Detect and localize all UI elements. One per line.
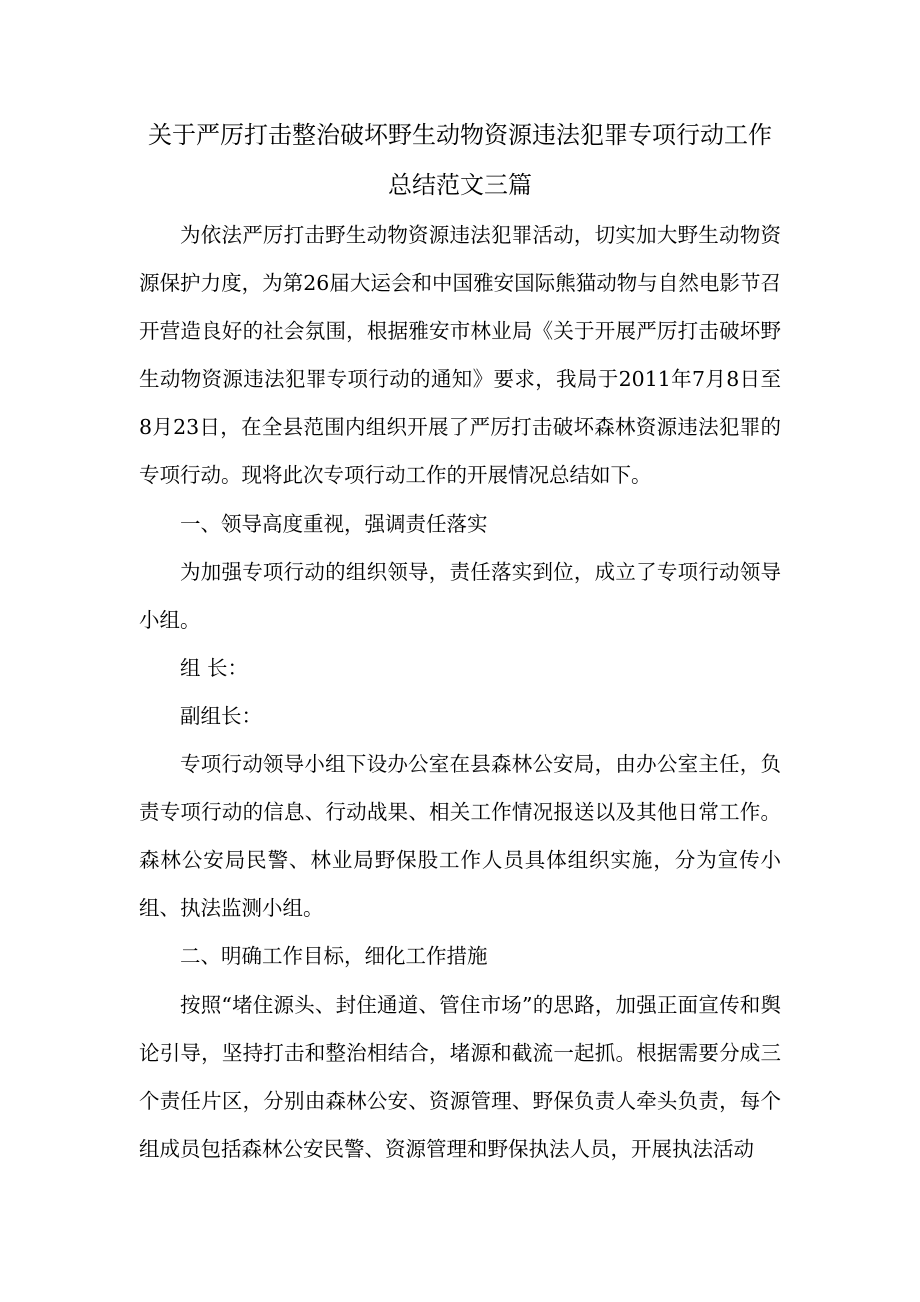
paragraph-intro: 为依法严厉打击野生动物资源违法犯罪活动，切实加大野生动物资源保护力度，为第26届大运会和中国雅安国际熊猫动物与自然电影节召开营造良好的社会氛围，根据雅安市林业局《关于开展严厉打击破坏野生动物资源违法犯罪专项行动的通知》要求，我局于2011年7月8日至8月23日，在全县范围内组织开展了严厉打击破坏森林资源违法犯罪的专项行动。现将此次专项行动工作的开展情况总结如下。 xyxy=(139,223,781,488)
document-title-line-2: 总结范文三篇 xyxy=(388,171,532,199)
section-heading-2: 二、明确工作目标，细化工作措施 xyxy=(180,944,488,969)
paragraph-office: 专项行动领导小组下设办公室在县森林公安局，由办公室主任，负责专项行动的信息、行动战果、相关工作情况报送以及其他日常工作。森林公安局民警、林业局野保股工作人员具体组织实施，分为宣传小组、执法监测小组。 xyxy=(139,752,781,921)
paragraph-deputy-leader: 副组长： xyxy=(180,703,262,728)
paragraph-leadership-group: 为加强专项行动的组织领导，责任落实到位，成立了专项行动领导小组。 xyxy=(139,559,781,632)
section-heading-1: 一、领导高度重视，强调责任落实 xyxy=(180,511,488,536)
paragraph-approach: 按照“堵住源头、封住通道、管住市场”的思路，加强正面宣传和舆论引导，坚持打击和整治相结合，堵源和截流一起抓。根据需要分成三个责任片区，分别由森林公安、资源管理、野保负责人牵头负责，每个组成员包括森林公安民警、资源管理和野保执法人员，开展执法活动 xyxy=(139,992,781,1161)
document-body xyxy=(139,211,781,1173)
document-title-line-1: 关于严厉打击整治破坏野生动物资源违法犯罪专项行动工作 xyxy=(148,121,772,149)
paragraph-group-leader: 组 长： xyxy=(180,655,249,680)
